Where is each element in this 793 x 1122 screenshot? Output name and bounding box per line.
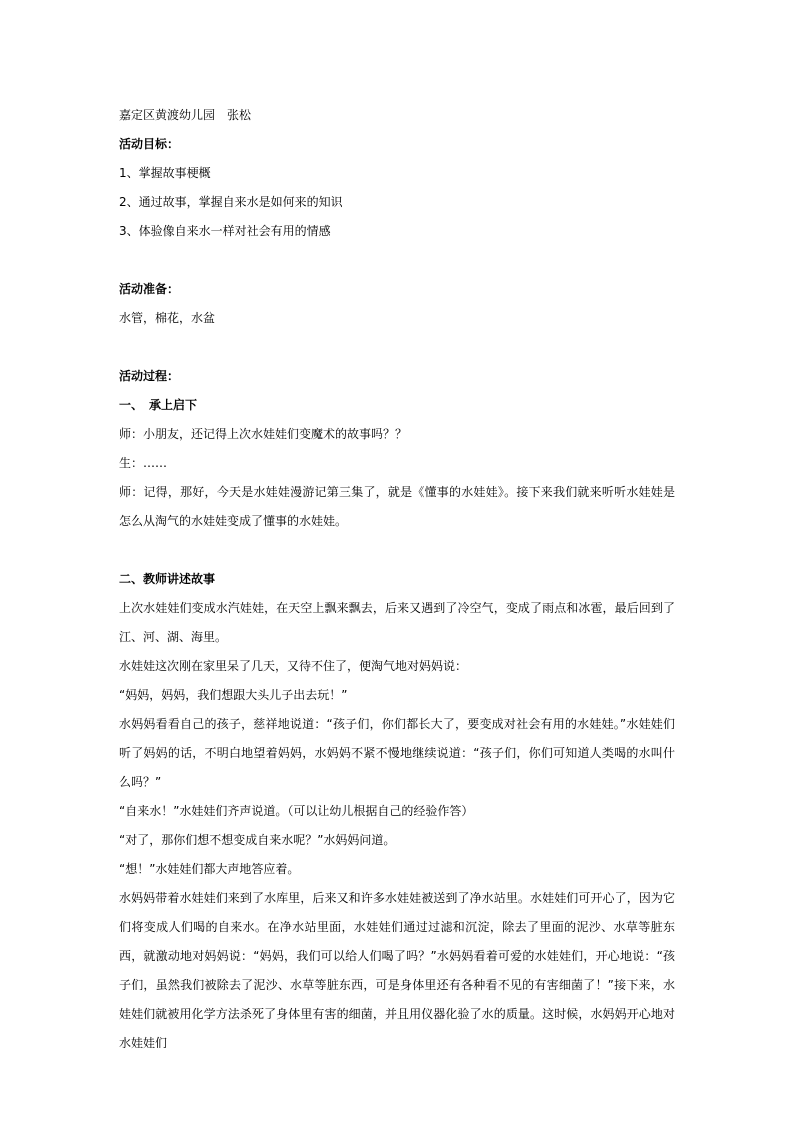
section1-title: 承上启下 xyxy=(149,398,198,412)
goals-heading: 活动目标： xyxy=(119,137,180,151)
dialogue-line: 师：小朋友，还记得上次水娃娃们变魔术的故事吗？？ xyxy=(119,427,408,441)
story-paragraph: 水妈妈看看自己的孩子，慈祥地说道：“孩子们，你们都长大了，要变成对社会有用的水娃娃。”水娃娃们听了妈妈的话，不明白地望着妈妈，水妈妈不紧不慢地继续说道：“孩子们，你们可知道人类喝的水叫什么吗？” xyxy=(119,717,675,789)
author-line: 嘉定区黄渡幼儿园 张松 xyxy=(119,108,252,122)
story-paragraph: 水娃娃这次刚在家里呆了几天，又待不住了，便淘气地对妈妈说： xyxy=(119,659,468,673)
story-paragraph: “妈妈，妈妈，我们想跟大头儿子出去玩！” xyxy=(119,688,348,702)
dialogue-paragraph: 师：记得，那好，今天是水娃娃漫游记第三集了，就是《懂事的水娃娃》。接下来我们就来听听水娃娃是怎么从淘气的水娃娃变成了懂事的水娃娃。 xyxy=(119,485,675,528)
spacer xyxy=(119,246,675,275)
story-paragraph: “自来水！”水娃娃们齐声说道。（可以让幼儿根据自己的经验作答） xyxy=(119,804,474,818)
story-paragraph: “对了，那你们想不想变成自来水呢？”水妈妈问道。 xyxy=(119,833,396,847)
goal-item: 1、掌握故事梗概 xyxy=(119,166,211,180)
spacer xyxy=(119,536,675,565)
goal-item: 3、体验像自来水一样对社会有用的情感 xyxy=(119,224,331,238)
story-paragraph: 水妈妈带着水娃娃们来到了水库里，后来又和许多水娃娃被送到了净水站里。水娃娃们可开心了，因为它们将变成人们喝的自来水。在净水站里面，水娃娃们通过过滤和沉淀，除去了里面的泥沙、水草等脏东西，就激动地对妈妈说：“妈妈，我们可以给人们喝了吗？”水妈妈看着可爱的水娃娃们，开心地说：“孩子们，虽然我们被除去了泥沙、水草等脏东西，可是身体里还有各种看不见的有害细菌了！”接下来，水娃娃们就被用化学方法杀死了身体里有害的细菌，并且用仪器化验了水的质量。这时候，水妈妈开心地对水娃娃们 xyxy=(119,891,675,1050)
prep-text: 水管，棉花，水盆 xyxy=(119,311,216,325)
story-paragraph: 上次水娃娃们变成水汽娃娃，在天空上飘来飘去，后来又遇到了冷空气，变成了雨点和冰雹，最后回到了江、河、湖、海里。 xyxy=(119,601,675,644)
section1-heading xyxy=(119,391,675,420)
dialogue-line: 生：…… xyxy=(119,456,168,470)
prep-heading: 活动准备： xyxy=(119,282,180,296)
spacer xyxy=(119,333,675,362)
section1-number: 一、 xyxy=(119,398,144,412)
document-body xyxy=(119,101,675,1058)
process-heading: 活动过程： xyxy=(119,369,180,383)
section2-heading: 二、教师讲述故事 xyxy=(119,572,216,586)
goal-item: 2、通过故事，掌握自来水是如何来的知识 xyxy=(119,195,343,209)
story-paragraph: “想！”水娃娃们都大声地答应着。 xyxy=(119,862,300,876)
